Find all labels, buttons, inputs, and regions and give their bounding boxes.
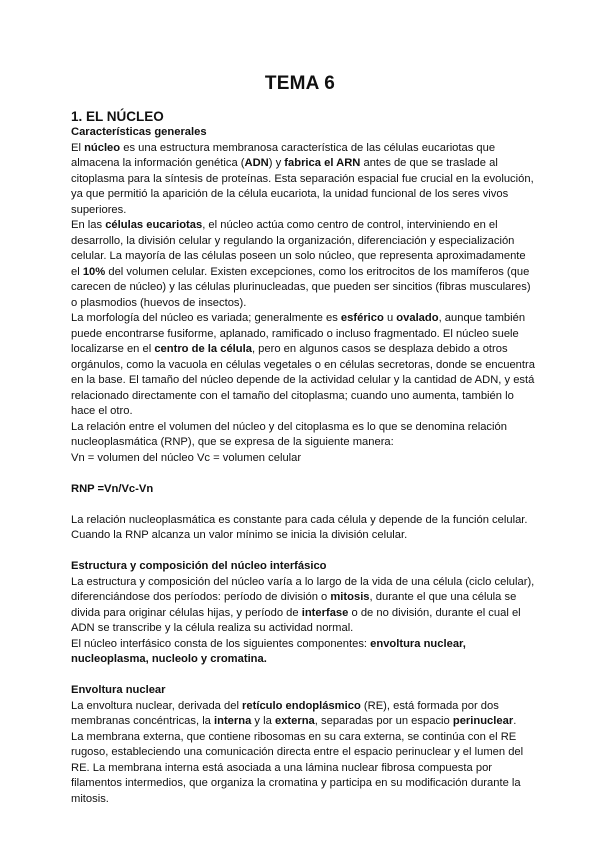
bold-text: ADN bbox=[244, 157, 269, 169]
bold-text: ovalado bbox=[396, 312, 439, 324]
bold-text: 10% bbox=[82, 265, 106, 278]
spacer bbox=[71, 668, 536, 684]
text-run: es una estructura membranosa característica de las células eucariotas que almacena la información genética ( bbox=[71, 141, 496, 169]
bold-text: fabrica el ARN bbox=[284, 157, 361, 169]
text-run: La envoltura nuclear, derivada del bbox=[71, 699, 243, 712]
text-run: La estructura y composición del núcleo varía a lo largo de la vida de una célula (ciclo celular), diferenciándose dos períodos: período de división o bbox=[71, 575, 535, 603]
text-run: , aunque también puede encontrarse fusiforme, aplanado, ramificado o incluso fragmentado. El núcleo suele localizarse en el bbox=[71, 312, 526, 355]
bold-text: perinuclear bbox=[452, 715, 514, 727]
document-body bbox=[71, 108, 536, 807]
paragraph bbox=[71, 699, 536, 730]
bold-text: núcleo bbox=[84, 141, 121, 154]
paragraph: La relación entre el volumen del núcleo y del citoplasma es lo que se denomina relación nucleoplasmática (RNP), que se expresa de la siguiente manera: bbox=[71, 420, 507, 448]
text-run: , durante el que una célula se divida para originar células hijas, y período de bbox=[71, 591, 517, 619]
text-run: La morfología del núcleo es variada; generalmente es bbox=[71, 312, 341, 324]
bold-text: mitosis bbox=[330, 591, 370, 603]
text-run: , separadas por un espacio bbox=[314, 715, 453, 727]
text-run: , el núcleo actúa como centro de control, interviniendo en el desarrollo, la división celular y regulando la organización, diferenciación y especialización celular. La mayoría de las células poseen un solo núcleo, que representa aproximadamente el bbox=[71, 219, 526, 278]
paragraph bbox=[71, 218, 536, 311]
text-run: ) y bbox=[268, 157, 285, 169]
subheading-general: Características generales bbox=[71, 126, 207, 138]
spacer bbox=[71, 497, 536, 513]
bold-text: interfase bbox=[301, 606, 349, 619]
text-run: El núcleo interfásico consta de los siguientes componentes: bbox=[71, 637, 371, 650]
bold-text: retículo endoplásmico bbox=[242, 699, 361, 712]
spacer bbox=[71, 544, 536, 560]
subheading-structure: Estructura y composición del núcleo interfásico bbox=[71, 560, 327, 572]
text-run: antes de que se traslade al citoplasma para la síntesis de proteínas. Esta separación espacial fue crucial en la evolución, ya que permitió la aparición de la célula eucariota, la unidad funcional de los seres vivos superiores. bbox=[71, 157, 534, 216]
bold-text: células eucariotas bbox=[105, 219, 203, 231]
bold-text: externa bbox=[274, 715, 315, 727]
paragraph bbox=[71, 575, 536, 637]
paragraph bbox=[71, 311, 536, 420]
text-run: u bbox=[383, 312, 397, 324]
text-run: (RE), está formada por dos membranas concéntricas, la bbox=[71, 699, 499, 727]
text-run: En las bbox=[71, 219, 106, 231]
bold-text: esférico bbox=[340, 312, 384, 324]
paragraph: La membrana externa, que contiene ribosomas en su cara externa, se continúa con el RE rugoso, estableciendo una comunicación directa entre el espacio perinuclear y el lumen del RE. La membrana interna está asociada a una lámina nuclear fibrosa compuesta por filamentos intermedios, que organiza la cromatina y participa en su modificación durante la mitosis. bbox=[71, 730, 524, 805]
paragraph bbox=[71, 141, 536, 219]
text-run: El bbox=[71, 141, 85, 154]
subheading-envelope: Envoltura nuclear bbox=[71, 684, 166, 696]
text-run: o de no división, durante el cual el ADN se transcribe y la célula realiza su actividad normal. bbox=[71, 606, 521, 634]
text-run: , pero en algunos casos se desplaza debido a otros orgánulos, como la vacuola en células vegetales o en células secretoras, donde se encuentra en la base. El tamaño del núcleo depende de la actividad celular y la cantidad de ADN, y está relacionado directamente con el tamaño del citoplasma; cuando uno aumenta, también lo hace el otro. bbox=[71, 343, 535, 417]
text-run: del volumen celular. Existen excepciones, como los eritrocitos de los mamíferos (que carecen de núcleo) y las células plurinucleadas, que pueden ser sincitios (fibras musculares) o plasmodios (huevos de insectos). bbox=[71, 265, 531, 309]
formula: RNP =Vn/Vc-Vn bbox=[71, 482, 154, 495]
section-heading: 1. EL NÚCLEO bbox=[71, 109, 164, 124]
page-title: TEMA 6 bbox=[264, 73, 336, 94]
paragraph bbox=[71, 637, 536, 668]
paragraph: La relación nucleoplasmática es constante para cada célula y depende de la función celular. Cuando la RNP alcanza un valor mínimo se inicia la división celular. bbox=[71, 513, 528, 541]
text-run: y la bbox=[251, 715, 275, 727]
text-run: . bbox=[513, 715, 517, 727]
paragraph: Vn = volumen del núcleo Vc = volumen celular bbox=[71, 451, 302, 464]
spacer bbox=[71, 466, 536, 482]
bold-text: interna bbox=[214, 715, 252, 727]
bold-text: centro de la célula bbox=[154, 343, 252, 355]
bold-text: envoltura nuclear, nucleoplasma, nucleolo y cromatina. bbox=[71, 637, 466, 665]
